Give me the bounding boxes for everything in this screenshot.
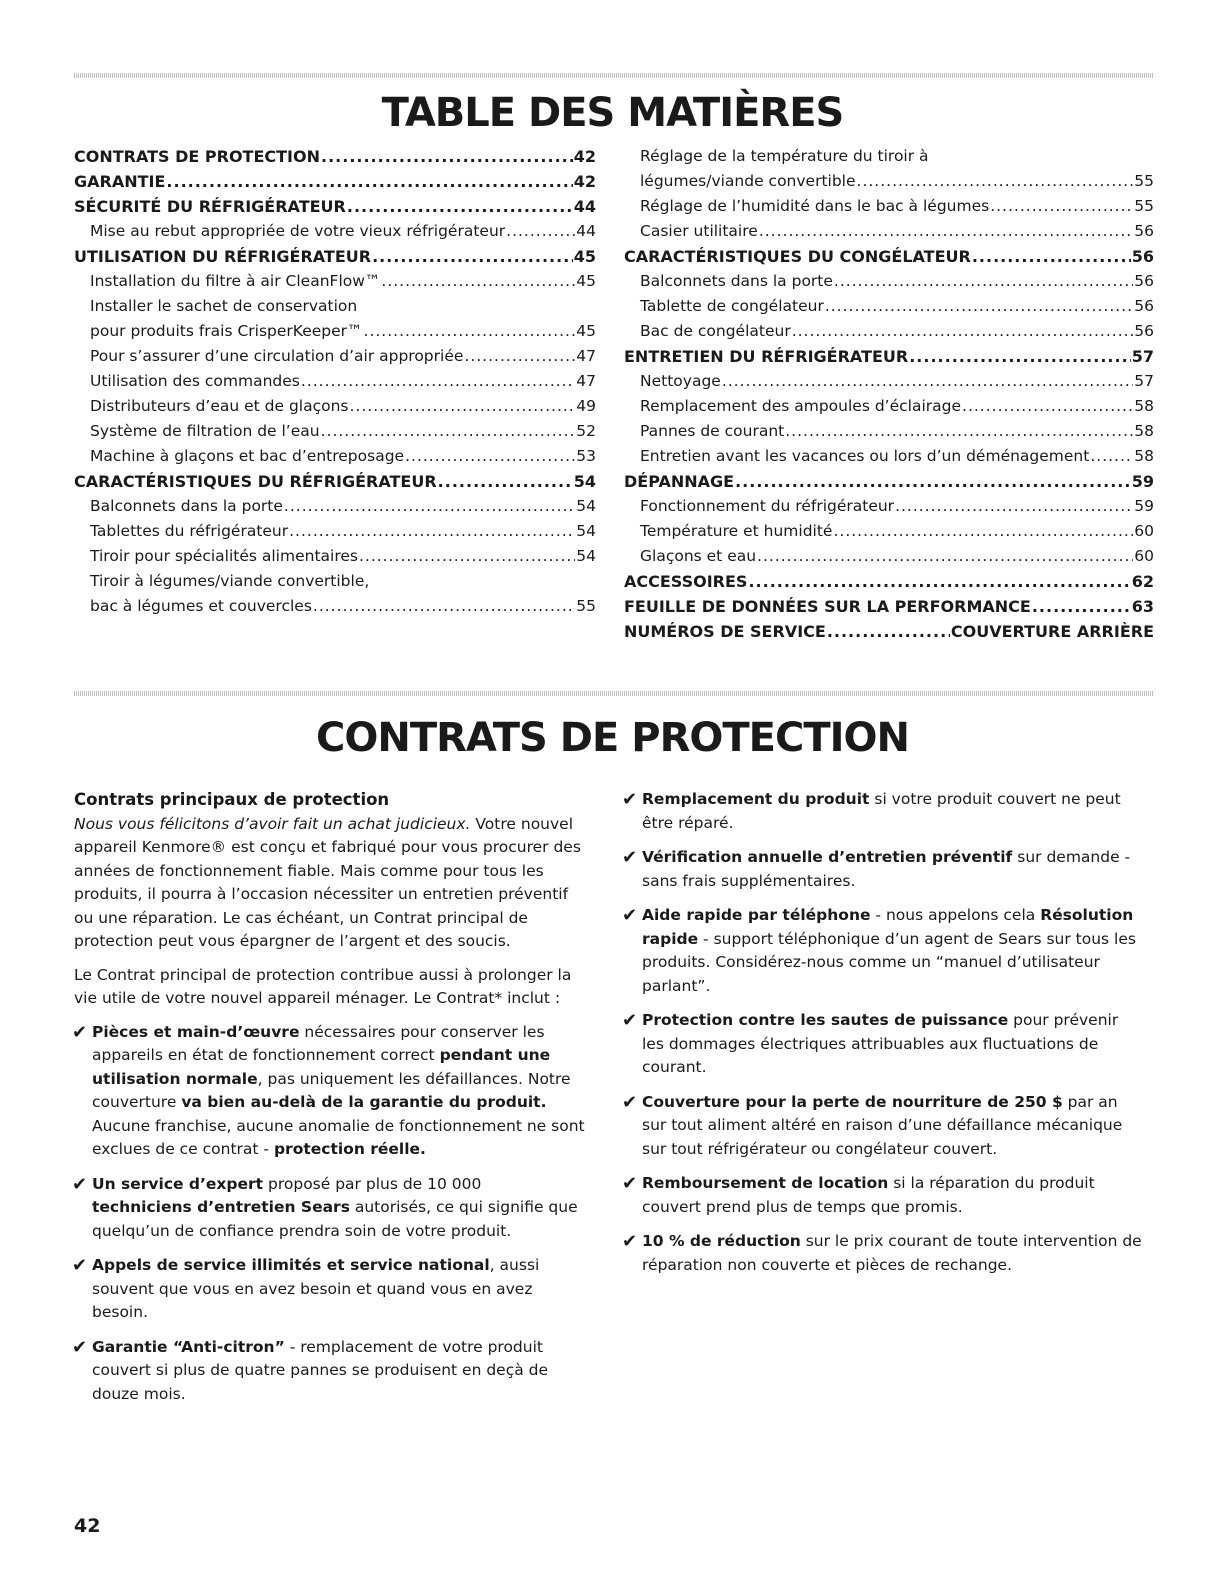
benefit-emphasis: 10 % de réduction xyxy=(642,1232,801,1250)
checkmark-icon: ✔ xyxy=(622,1231,638,1252)
toc-entry-label: DÉPANNAGE xyxy=(624,472,735,491)
benefit-text: - support téléphonique d’un agent de Sears sur tous les produits. Considérez-nous comme un “manuel d’utilisateur parlant”. xyxy=(642,929,1136,995)
toc-entry-page: 54 xyxy=(576,522,596,540)
toc-entry-label: UTILISATION DU RÉFRIGÉRATEUR xyxy=(74,247,372,266)
toc-leader-dots xyxy=(405,444,575,469)
left-benefit-list xyxy=(74,1021,586,1407)
toc-entry-page: 54 xyxy=(576,547,596,565)
toc-entry-page: 55 xyxy=(1134,172,1154,190)
toc-leader-dots xyxy=(359,544,575,569)
toc-entry-label: Utilisation des commandes xyxy=(90,372,300,390)
benefit-emphasis: va bien au-delà de la garantie du produit. xyxy=(181,1093,547,1111)
toc-entry-label: Glaçons et eau xyxy=(640,547,757,565)
benefit-emphasis: Remplacement du produit xyxy=(642,790,870,808)
page-number: 42 xyxy=(74,1515,101,1537)
benefit-text: si la réparation du produit couvert prend plus de temps que promis. xyxy=(642,1174,1095,1216)
benefit-text: si votre produit couvert ne peut être réparé. xyxy=(642,790,1121,832)
toc-leader-dots xyxy=(166,169,572,194)
toc-entry-label: GARANTIE xyxy=(74,172,166,191)
toc-entry-page: 54 xyxy=(573,472,596,491)
benefit-text: Aucune franchise, aucune anomalie de fonctionnement ne sont exclues de ce contrat - xyxy=(92,1116,585,1158)
toc-left-column xyxy=(74,144,596,619)
top-dotted-rule xyxy=(74,73,1154,78)
toc-entry-page: 44 xyxy=(576,222,596,240)
toc-leader-dots xyxy=(438,469,573,494)
toc-leader-dots xyxy=(827,619,950,644)
toc-entry-label: ENTRETIEN DU RÉFRIGÉRATEUR xyxy=(624,347,909,366)
checkmark-icon: ✔ xyxy=(72,1021,88,1043)
toc-entry-label: Balconnets dans la porte xyxy=(90,497,283,515)
toc-entry-page: 56 xyxy=(1131,247,1154,266)
toc-entry-label: Remplacement des ampoules d’éclairage xyxy=(640,397,962,415)
benefit-item xyxy=(624,846,1144,893)
toc-entry xyxy=(74,519,596,544)
toc-entry xyxy=(74,319,596,344)
toc-entry xyxy=(624,269,1154,294)
section-right-column xyxy=(624,788,1144,1288)
toc-entry-page: 56 xyxy=(1134,272,1154,290)
toc-entry-label: ACCESSOIRES xyxy=(624,572,748,591)
toc-leader-dots xyxy=(347,194,573,219)
toc-leader-dots xyxy=(895,494,1133,519)
toc-entry xyxy=(624,319,1154,344)
toc-leader-dots xyxy=(321,144,573,169)
toc-leader-dots xyxy=(834,269,1133,294)
toc-entry xyxy=(624,569,1154,594)
toc-entry-label: Machine à glaçons et bac d’entreposage xyxy=(90,447,405,465)
toc-entry-page: 47 xyxy=(576,372,596,390)
toc-leader-dots xyxy=(381,269,575,294)
middle-dotted-rule xyxy=(74,691,1154,696)
benefit-item xyxy=(624,1172,1144,1219)
benefit-item xyxy=(624,788,1144,835)
section-left-column xyxy=(74,788,586,1417)
toc-entry xyxy=(74,469,596,494)
toc-entry-page: 47 xyxy=(576,347,596,365)
toc-leader-dots xyxy=(759,219,1133,244)
toc-entry-page: 54 xyxy=(576,497,596,515)
toc-entry-label: Installation du filtre à air CleanFlow™ xyxy=(90,272,381,290)
subheading: Contrats principaux de protection xyxy=(74,790,390,809)
toc-leader-dots xyxy=(350,394,576,419)
toc-leader-dots xyxy=(785,419,1133,444)
second-paragraph: Le Contrat principal de protection contribue aussi à prolonger la vie utile de votre nouvel appareil ménager. Le Contrat* inclut : xyxy=(74,965,572,1007)
benefit-item xyxy=(624,1230,1144,1277)
benefit-text: , pas uniquement les défaillances. Notre couverture xyxy=(92,1069,571,1111)
benefit-emphasis: Aide rapide par téléphone xyxy=(642,906,871,924)
toc-entry xyxy=(74,294,596,319)
toc-entry-label: Tablettes du réfrigérateur xyxy=(90,522,289,540)
benefit-emphasis: Vérification annuelle d’entretien préventif xyxy=(642,848,1013,866)
benefit-emphasis: Couverture pour la perte de nourriture de 250 $ xyxy=(642,1092,1063,1111)
benefit-item xyxy=(74,1173,586,1244)
toc-entry-label: Pour s’assurer d’une circulation d’air appropriée xyxy=(90,347,464,365)
benefit-text: pour prévenir les dommages électriques attribuables aux fluctuations de courant. xyxy=(642,1011,1119,1076)
toc-entry-label: FEUILLE DE DONNÉES SUR LA PERFORMANCE xyxy=(624,597,1031,616)
toc-entry-label: Entretien avant les vacances ou lors d’un déménagement xyxy=(640,447,1090,465)
toc-entry-page: 58 xyxy=(1134,422,1154,440)
toc-entry-page: 57 xyxy=(1131,347,1154,366)
toc-entry xyxy=(624,519,1154,544)
toc-entry-page: 59 xyxy=(1131,472,1154,491)
toc-entry-label: NUMÉROS DE SERVICE xyxy=(624,622,826,641)
toc-entry xyxy=(624,444,1154,469)
intro-paragraph xyxy=(74,813,586,954)
toc-entry-page: 55 xyxy=(1134,197,1154,215)
benefit-text: autorisés, ce qui signifie que quelqu’un de confiance prendra soin de votre produit. xyxy=(92,1198,578,1240)
toc-entry xyxy=(624,369,1154,394)
toc-entry-page: 42 xyxy=(573,172,596,191)
benefit-item xyxy=(74,1254,586,1325)
toc-entry xyxy=(624,419,1154,444)
checkmark-icon: ✔ xyxy=(622,905,638,926)
toc-entry xyxy=(74,569,596,594)
toc-leader-dots xyxy=(364,319,576,344)
checkmark-icon: ✔ xyxy=(622,1173,638,1194)
benefit-text: proposé par plus de 10 000 xyxy=(263,1174,482,1193)
toc-entry xyxy=(624,169,1154,194)
toc-entry-page: 56 xyxy=(1134,222,1154,240)
toc-leader-dots xyxy=(301,369,575,394)
toc-leader-dots xyxy=(735,469,1131,494)
toc-entry-page: 60 xyxy=(1134,522,1154,540)
toc-entry-page: 63 xyxy=(1131,597,1154,616)
toc-entry-page: 52 xyxy=(576,422,596,440)
toc-entry-label: Installer le sachet de conservation xyxy=(90,297,358,315)
toc-entry-label: CONTRATS DE PROTECTION xyxy=(74,147,320,166)
benefit-emphasis: pendant une utilisation normale xyxy=(92,1046,551,1088)
toc-entry-page: 57 xyxy=(1134,372,1154,390)
checkmark-icon: ✔ xyxy=(622,847,638,868)
toc-entry-label: Balconnets dans la porte xyxy=(640,272,833,290)
toc-leader-dots xyxy=(757,544,1133,569)
toc-entry xyxy=(74,144,596,169)
toc-entry xyxy=(74,494,596,519)
benefit-text: sur demande - sans frais supplémentaires. xyxy=(642,848,1131,890)
toc-entry-page: 59 xyxy=(1134,497,1154,515)
benefit-emphasis: protection réelle. xyxy=(273,1140,426,1158)
toc-leader-dots xyxy=(1090,444,1133,469)
toc-leader-dots xyxy=(372,244,573,269)
benefit-text: - remplacement de votre produit couvert si plus de quatre pannes se produisent en deçà de douze mois. xyxy=(92,1337,549,1403)
benefit-emphasis: Remboursement de location xyxy=(642,1174,889,1192)
checkmark-icon: ✔ xyxy=(622,1010,638,1031)
right-benefit-list xyxy=(624,788,1144,1277)
toc-entry-page: 53 xyxy=(576,447,596,465)
toc-entry-page: COUVERTURE ARRIÈRE xyxy=(950,622,1154,641)
intro-text: Votre nouvel appareil Kenmore® est conçu et fabriqué pour vous procurer des années de fonctionnement fiable. Mais comme pour tous les produits, il pourra à l’occasion nécessiter un entretien préventif ou une réparation. Le cas échéant, un Contrat principal de protection peut vous épargner de l’argent et des soucis. xyxy=(74,814,581,950)
toc-entry-label: SÉCURITÉ DU RÉFRIGÉRATEUR xyxy=(74,197,346,216)
toc-leader-dots xyxy=(857,169,1134,194)
toc-leader-dots xyxy=(962,394,1133,419)
toc-entry-label: Fonctionnement du réfrigérateur xyxy=(640,497,895,515)
benefit-emphasis: Pièces et main-d’œuvre xyxy=(92,1022,300,1041)
toc-leader-dots xyxy=(464,344,575,369)
benefit-text: - nous appelons cela xyxy=(870,906,1041,924)
toc-entry-page: 49 xyxy=(576,397,596,415)
toc-entry xyxy=(624,594,1154,619)
toc-leader-dots xyxy=(506,219,575,244)
toc-leader-dots xyxy=(722,369,1133,394)
benefit-item xyxy=(624,1091,1144,1162)
toc-entry-label: CARACTÉRISTIQUES DU RÉFRIGÉRATEUR xyxy=(74,472,437,491)
toc-entry xyxy=(74,344,596,369)
toc-entry-page: 45 xyxy=(573,247,596,266)
benefit-emphasis: Résolution rapide xyxy=(642,906,1134,948)
toc-entry xyxy=(74,394,596,419)
section-title: CONTRATS DE PROTECTION xyxy=(316,715,909,761)
benefit-item xyxy=(624,1009,1144,1080)
benefit-emphasis: techniciens d’entretien Sears xyxy=(92,1198,350,1216)
toc-entry-label: Système de filtration de l’eau xyxy=(90,422,320,440)
toc-entry xyxy=(624,344,1154,369)
toc-entry-label: pour produits frais CrisperKeeper™ xyxy=(90,322,363,340)
toc-leader-dots xyxy=(909,344,1131,369)
benefit-item xyxy=(74,1021,586,1162)
toc-entry-label: Nettoyage xyxy=(640,372,721,390)
toc-entry-page: 62 xyxy=(1131,572,1154,591)
intro-italic: Nous vous félicitons d’avoir fait un achat judicieux. xyxy=(74,814,471,833)
toc-entry xyxy=(624,144,1154,169)
toc-entry-label: Réglage de la température du tiroir à xyxy=(640,147,929,165)
toc-entry-page: 56 xyxy=(1134,297,1154,315)
toc-entry-page: 58 xyxy=(1134,397,1154,415)
toc-entry xyxy=(74,444,596,469)
benefit-emphasis: Protection contre les sautes de puissance xyxy=(642,1011,1009,1029)
toc-entry xyxy=(74,269,596,294)
toc-entry xyxy=(624,394,1154,419)
toc-title: TABLE DES MATIÈRES xyxy=(381,90,844,136)
toc-leader-dots xyxy=(748,569,1130,594)
toc-entry-label: Tiroir pour spécialités alimentaires xyxy=(90,547,358,565)
toc-leader-dots xyxy=(1032,594,1131,619)
toc-entry xyxy=(624,194,1154,219)
toc-entry xyxy=(624,494,1154,519)
toc-entry xyxy=(624,219,1154,244)
benefit-text: , aussi souvent que vous en avez besoin et quand vous en avez besoin. xyxy=(92,1256,540,1321)
toc-leader-dots xyxy=(313,594,575,619)
toc-entry-label: Bac de congélateur xyxy=(640,322,791,340)
toc-entry xyxy=(74,369,596,394)
toc-leader-dots xyxy=(990,194,1133,219)
toc-entry xyxy=(74,544,596,569)
toc-entry-label: Tiroir à légumes/viande convertible, xyxy=(90,572,370,590)
benefit-emphasis: Un service d’expert xyxy=(92,1174,264,1193)
toc-entry-page: 44 xyxy=(573,197,596,216)
benefit-emphasis: Garantie “Anti-citron” xyxy=(92,1337,285,1356)
toc-entry-page: 60 xyxy=(1134,547,1154,565)
toc-entry-page: 45 xyxy=(576,322,596,340)
checkmark-icon: ✔ xyxy=(72,1255,88,1276)
benefit-emphasis: Appels de service illimités et service national xyxy=(92,1256,490,1274)
toc-leader-dots xyxy=(792,319,1134,344)
toc-entry-page: 45 xyxy=(576,272,596,290)
toc-entry-label: légumes/viande convertible xyxy=(640,172,856,190)
checkmark-icon: ✔ xyxy=(622,1091,638,1113)
toc-leader-dots xyxy=(289,519,575,544)
toc-entry-label: CARACTÉRISTIQUES DU CONGÉLATEUR xyxy=(624,247,971,266)
toc-entry-label: Tablette de congélateur xyxy=(640,297,824,315)
toc-leader-dots xyxy=(825,294,1133,319)
toc-entry-label: Réglage de l’humidité dans le bac à légumes xyxy=(640,197,990,215)
benefit-item xyxy=(74,1336,586,1407)
toc-leader-dots xyxy=(833,519,1133,544)
toc-entry xyxy=(74,419,596,444)
benefit-text: sur le prix courant de toute intervention de réparation non couverte et pièces de rechange. xyxy=(642,1232,1142,1274)
toc-entry xyxy=(624,619,1154,644)
benefit-text: nécessaires pour conserver les appareils en état de fonctionnement correct xyxy=(92,1022,545,1064)
toc-entry-label: Pannes de courant xyxy=(640,422,785,440)
benefit-item xyxy=(624,904,1144,998)
toc-entry-page: 58 xyxy=(1134,447,1154,465)
toc-entry xyxy=(74,594,596,619)
toc-entry-label: bac à légumes et couvercles xyxy=(90,597,312,615)
toc-entry-page: 56 xyxy=(1134,322,1154,340)
toc-entry-page: 42 xyxy=(573,147,596,166)
toc-entry-label: Mise au rebut appropriée de votre vieux réfrigérateur xyxy=(90,222,506,240)
toc-entry-label: Distributeurs d’eau et de glaçons xyxy=(90,397,349,415)
toc-entry xyxy=(624,544,1154,569)
checkmark-icon: ✔ xyxy=(72,1173,88,1195)
checkmark-icon: ✔ xyxy=(622,789,638,810)
toc-entry xyxy=(74,194,596,219)
benefit-text: par an sur tout aliment altéré en raison d’une défaillance mécanique sur tout réfrigérateur ou congélateur couvert. xyxy=(642,1092,1123,1158)
toc-entry xyxy=(74,244,596,269)
toc-entry-label: Casier utilitaire xyxy=(640,222,758,240)
toc-leader-dots xyxy=(972,244,1131,269)
toc-entry xyxy=(624,244,1154,269)
toc-entry xyxy=(74,219,596,244)
toc-right-column xyxy=(624,144,1154,644)
checkmark-icon: ✔ xyxy=(72,1336,88,1358)
toc-leader-dots xyxy=(321,419,576,444)
toc-entry-label: Température et humidité xyxy=(640,522,833,540)
toc-entry xyxy=(624,469,1154,494)
toc-entry xyxy=(74,169,596,194)
toc-leader-dots xyxy=(284,494,575,519)
toc-entry xyxy=(624,294,1154,319)
toc-entry-page: 55 xyxy=(576,597,596,615)
